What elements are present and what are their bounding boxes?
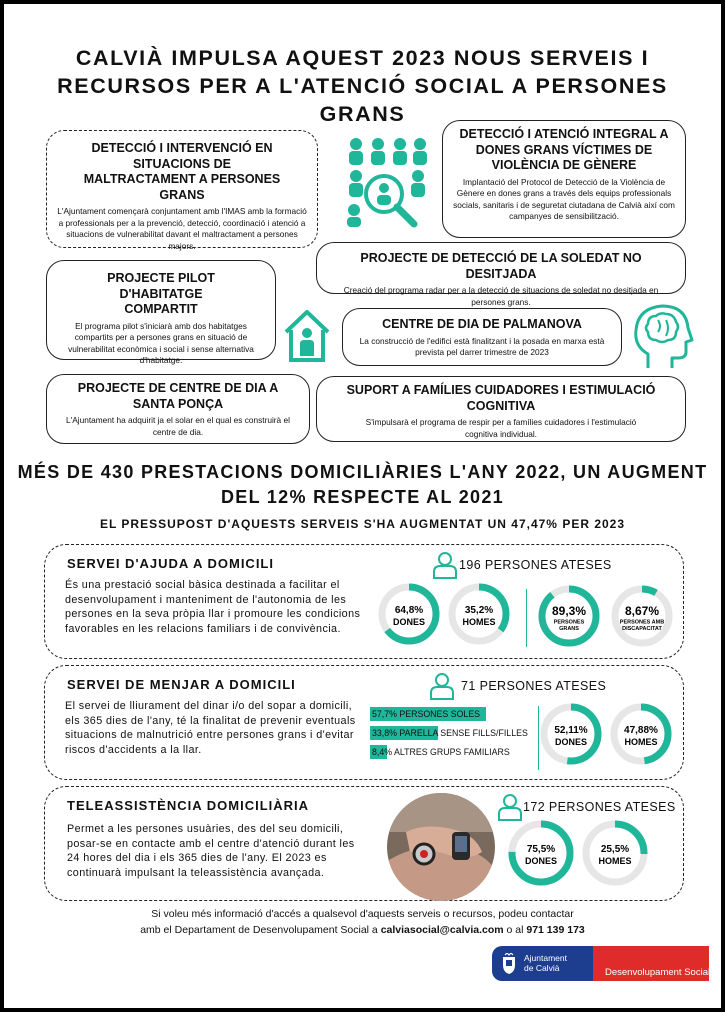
donut-menjar-0	[537, 700, 605, 768]
headline: MÉS DE 430 PRESTACIONS DOMICILIÀRIES L'ANY 2022, UN AUGMENT DEL 12% RESPECTE AL 2021	[17, 462, 708, 507]
card-palmanova-title: CENTRE DE DIA DE PALMANOVA	[382, 317, 582, 331]
donut-value: 25,5%	[600, 844, 630, 855]
service-menjar-count: 71 PERSONES ATESES	[461, 679, 607, 693]
donut-ajuda-2	[535, 582, 603, 650]
logo-dept: Desenvolupament Social	[605, 967, 711, 978]
card-maltractament-title: DETECCIÓ I INTERVENCIÓ EN SITUACIONS DE MALTRACTAMENT A PERSONES GRANS	[83, 141, 281, 202]
footer-phone[interactable]: 971 139 173	[526, 923, 585, 936]
donut-value: 64,8%	[394, 605, 424, 616]
donut-label: DONES	[524, 856, 558, 866]
donut-value: 75,5%	[526, 844, 556, 855]
donut-label: DONES	[554, 737, 588, 747]
infographic-page	[4, 4, 721, 1008]
donut-value: 8,67%	[624, 604, 660, 618]
donut-tele-1	[579, 817, 651, 889]
card-soledat-title: PROJECTE DE DETECCIÓ DE LA SOLEDAT NO DESITJADA	[360, 251, 642, 281]
card-habitatge	[46, 260, 276, 365]
service-tele-text: Permet a les persones usuàries, des del seu domicili, posar-se en contacte amb el centre d'atenció durant les 24 hores del dia i els 365 dies de l'any. El 2023 es continuarà impulsant la teleassistència avançada.	[67, 823, 355, 879]
department-logo	[593, 946, 709, 981]
divider	[526, 589, 527, 647]
donut-menjar-1	[607, 700, 675, 768]
donut-value: 89,3%	[551, 604, 587, 618]
footer-contact	[24, 907, 701, 938]
card-palmanova	[342, 308, 622, 366]
subheadline: EL PRESSUPOST D'AQUESTS SERVEIS S'HA AUGMENTAT UN 47,47% PER 2023	[99, 517, 626, 531]
coat-of-arms-icon	[501, 953, 517, 975]
person-icon	[429, 672, 455, 700]
service-tele-title: TELEASSISTÈNCIA DOMICILIÀRIA	[67, 798, 310, 813]
service-tele-count: 172 PERSONES ATESES	[523, 800, 676, 814]
donut-label: HOMES	[462, 617, 496, 627]
person-icon	[432, 551, 458, 579]
logo-line2: de Calvià	[524, 963, 560, 973]
footer-line2-pre: amb el Departament de Desenvolupament Social a	[140, 923, 381, 936]
donut-label: DONES	[392, 617, 426, 627]
card-violencia-text: Implantació del Protocol de Detecció de la Violència de Gènere en dones grans a través dels equips professionals socials, sanitaris i de seguretat ciutadana de Calvià així com campanyes de sensibilització.	[453, 176, 675, 221]
service-ajuda-text: És una prestació social bàsica destinada a facilitar el desenvolupament i manteniment de l'autonomia de les persones en la seva pròpia llar i promoure les condicions favorables en les relacions familiars i de convivència.	[65, 579, 361, 635]
card-maltractament	[46, 130, 318, 251]
card-habitatge-title: PROJECTE PILOT D'HABITATGE COMPARTIT	[107, 271, 215, 316]
donut-ajuda-1	[445, 580, 513, 648]
card-soledat	[316, 242, 686, 307]
card-habitatge-text: El programa pilot s'iniciarà amb dos habitatges compartits per a persones grans en situació de vulnerabilitat econòmica i social i sense alternativa d'habitatge.	[68, 320, 254, 365]
service-ajuda-count: 196 PERSONES ATESES	[459, 558, 612, 572]
donut-label: DISCAPACITAT	[622, 626, 662, 632]
card-suport-title: SUPORT A FAMÍLIES CUIDADORES I ESTIMULACIÓ COGNITIVA	[346, 383, 656, 413]
donut-label: PERSONES	[553, 619, 585, 626]
service-menjar-text: El servei de lliurament del dinar i/o del sopar a domicili, els 365 dies de l'any, té la finalitat de prevenir eventuals situacions de malnutrició entre persones grans i d'evitar riscos d'accidents a la llar.	[65, 700, 356, 756]
footer-line2-mid: o al	[503, 923, 527, 936]
logo-line1: Ajuntament	[524, 953, 567, 963]
teleassistance-photo	[386, 792, 496, 902]
card-violencia	[442, 120, 686, 238]
ajuntament-logo	[492, 946, 593, 981]
card-santaponsa-title: PROJECTE DE CENTRE DE DIA A SANTA PONÇA	[77, 381, 279, 411]
donut-ajuda-3	[608, 582, 676, 650]
donut-value: 52,11%	[554, 725, 588, 736]
footer-email[interactable]: calviasocial@calvia.com	[380, 923, 504, 936]
card-palmanova-text: La construcció de l'edifici està finalitzant i la posada en marxa està prevista pel darrer trimestre de 2023	[359, 335, 605, 357]
card-violencia-title: DETECCIÓ I ATENCIÓ INTEGRAL A DONES GRANS VÍCTIMES DE VIOLÈNCIA DE GÈNERE	[459, 127, 669, 172]
house-icon	[282, 308, 332, 364]
card-suport-text: S'impulsarà el programa de respir per a famílies cuidadores i l'estimulació cognitiva individual.	[365, 417, 637, 439]
donut-label: HOMES	[598, 856, 632, 866]
people-search-icon	[342, 136, 432, 228]
donut-label: GRANS	[559, 626, 579, 632]
footer-line1: Si voleu més informació d'accés a qualsevol d'aquests serveis o recursos, podeu contactar	[151, 908, 574, 920]
service-menjar-title: SERVEI DE MENJAR A DOMICILI	[67, 677, 296, 692]
bar-menjar-label-0: 57,7% PERSONES SOLES	[372, 709, 481, 719]
donut-ajuda-0	[375, 580, 443, 648]
page-title: CALVIÀ IMPULSA AQUEST 2023 NOUS SERVEIS I RECURSOS PER A L'ATENCIÓ SOCIAL A PERSONES GRANS	[57, 46, 668, 126]
donut-label: HOMES	[624, 737, 658, 747]
card-suport	[316, 376, 686, 442]
donut-value: 35,2%	[464, 605, 494, 616]
donut-value: 47,88%	[624, 725, 658, 736]
bar-menjar-label-2: 8,4% ALTRES GRUPS FAMILIARS	[372, 747, 510, 757]
brain-head-icon	[628, 302, 694, 372]
bar-menjar-label-1: 33,8% PARELLA SENSE FILLS/FILLES	[372, 728, 528, 738]
card-soledat-text: Creació del programa radar per a la detecció de situacions de soledat no desitjada en persones grans.	[343, 285, 659, 307]
footer-line2	[24, 923, 701, 939]
card-maltractament-text: L'Ajuntament començarà conjuntament amb l'IMAS amb la formació a professionals per a la prevenció, detecció, coordinació i atenció a situacions de vulnerabilitat davant el maltractament a persones majors.	[57, 206, 307, 251]
donut-label: PERSONES AMB	[619, 619, 665, 626]
card-santaponsa	[46, 374, 310, 444]
donut-tele-0	[505, 817, 577, 889]
service-ajuda-title: SERVEI D'AJUDA A DOMICILI	[67, 556, 274, 571]
card-santaponsa-text: L'Ajuntament ha adquirit ja el solar en el qual es construirà el centre de dia.	[66, 415, 290, 437]
